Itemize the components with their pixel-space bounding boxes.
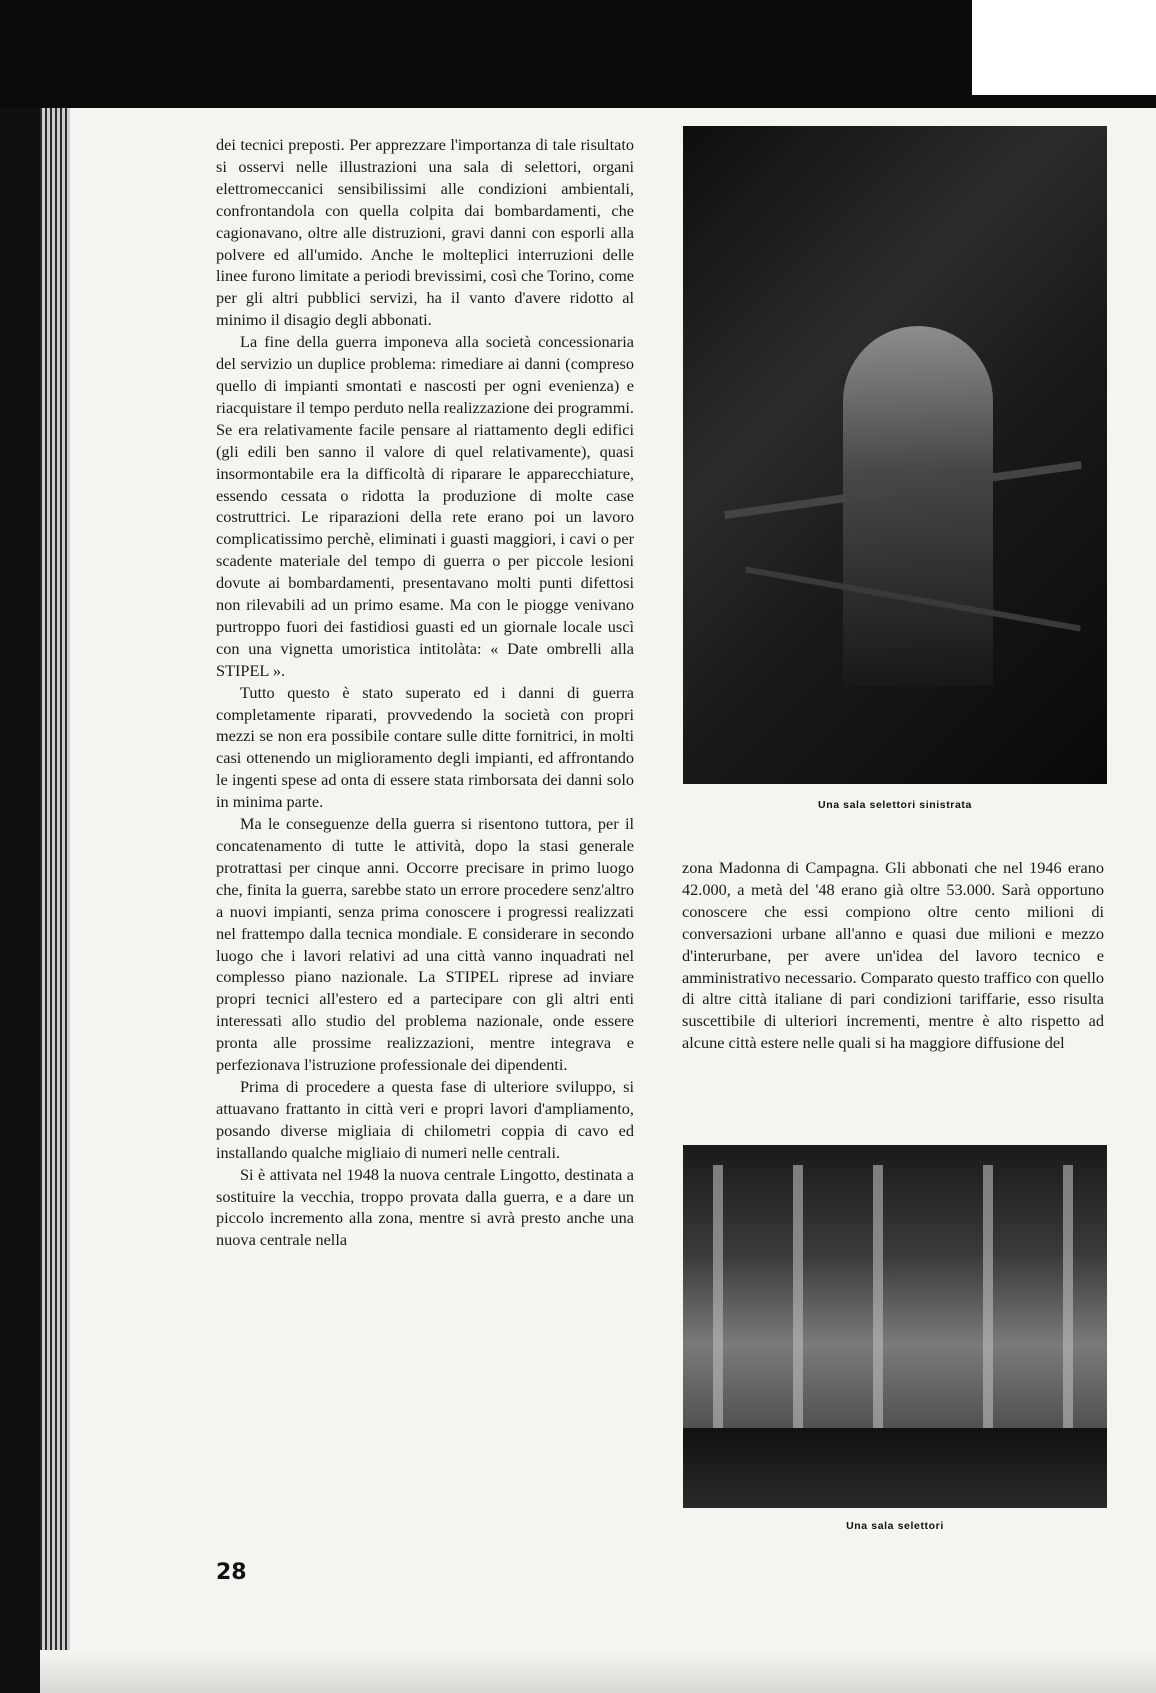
page-number: 28 [216,1560,247,1585]
left-text-column [216,134,634,1251]
book-page-edges [40,108,70,1693]
paragraph: Prima di procedere a questa fase di ulteriore sviluppo, si attuavano frattanto in città veri e propri lavori d'ampliamento, posando diverse migliaia di chilometri coppia di cavo ed installando qualche migliaio di numeri nelle centrali. [216,1076,634,1162]
scan-top-right-margin [972,0,1156,95]
paragraph: Ma le conseguenze della guerra si risentono tuttora, per il concatenamento di tutte le attività, dopo la stasi generale protrattasi per cinque anni. Occorre precisare in primo luogo che, finita la guerra, sarebbe stato un errore procedere senz'altro a nuovi impianti, senza prima conoscere i progressi realizzati nel frattempo dalla tecnica mondiale. E considerare in secondo luogo che i lavori relativi ad una città vanno inquadrati nel complesso piano nazionale. La STIPEL riprese ad inviare propri tecnici all'estero ed a partecipare con gli altri enti interessati allo studio del problema nazionale, onde essere pronta alle prossime realizzazioni, mentre integrava e perfezionava l'istruzione professionale dei dipendenti. [216,814,634,1075]
photo-damaged-selector-room [683,126,1107,784]
photo-caption: Una sala selettori [846,1520,944,1532]
right-text-column [682,857,1104,1054]
paragraph: La fine della guerra imponeva alla società concessionaria del servizio un duplice problema: rimediare ai danni (compreso quello di impianti smontati e nascosti per ogni evenienza) e riacquistare il tempo perduto nella realizzazione dei programmi. Se era relativamente facile pensare al riattamento degli edifici (gli edili ben sanno il valore di quel relativamente), quasi insormontabile era la difficoltà di riparare le apparecchiature, essendo cessata o ridotta la produzione di molte case costruttrici. Le riparazioni della rete erano poi un lavoro complicatissimo perchè, eliminati i guasti maggiori, i cavi o per scadente materiale del tempo di guerra o per piccole lesioni dovute ai bombardamenti, presentavano molti punti difettosi non rilevabili ad un primo esame. Ma con le piogge venivano purtroppo fuori dei fastidiosi guasti ed un giornale locale uscì con una vignetta umoristica intitolàta: « Date ombrelli alla STIPEL ». [216,332,634,680]
page-bottom-shadow [40,1650,1156,1693]
photo-caption: Una sala selettori sinistrata [818,799,972,811]
photo-arch-shape [843,326,993,686]
paragraph: dei tecnici preposti. Per apprezzare l'importanza di tale risultato si osservi nelle illustrazioni una sala di selettori, organi elettromeccanici sensibilissimi alle condizioni ambientali, confrontandola con quella colpita dai bombardamenti, che cagionavano, oltre alle distruzioni, gravi danni con esporli alla polvere ed all'umido. Anche le molteplici interruzioni delle linee furono limitate a periodi brevissimi, così che Torino, come per gli altri pubblici servizi, ha il vanto d'avere ridotto al minimo il disagio degli abbonati. [216,135,634,330]
photo-selector-room [683,1145,1107,1508]
scan-top-band [0,0,972,108]
scan-top-strip [972,95,1156,108]
scan-left-edge [0,108,40,1693]
photo-floor [683,1428,1107,1508]
paragraph: Si è attivata nel 1948 la nuova centrale Lingotto, destinata a sostituire la vecchia, troppo provata dalla guerra, e a dare un piccolo incremento alla zona, mentre si avrà presto anche una nuova centrale nella [216,1164,634,1250]
paragraph: Tutto questo è stato superato ed i danni di guerra completamente riparati, provvedendo la società con propri mezzi se non era possibile contare sulle ditte fornitrici, in molti casi ottenendo un miglioramento degli impianti, ed affrontando le ingenti spese ad onta di essere stata rimborsata dei danni solo in minima parte. [216,682,634,812]
paragraph: zona Madonna di Campagna. Gli abbonati che nel 1946 erano 42.000, a metà del '48 erano già oltre 53.000. Sarà opportuno conoscere che essi compiono oltre cento milioni di conversazioni urbane all'anno e quasi due milioni e mezzo d'interurbane, per avere un'idea del lavoro tecnico e amministrativo necessario. Comparato questo traffico con quello di altre città italiane di pari condizioni tariffarie, esso risulta suscettibile di ulteriori incrementi, mentre è alto rispetto ad alcune città estere nelle quali si ha maggiore diffusione del [682,858,1104,1053]
